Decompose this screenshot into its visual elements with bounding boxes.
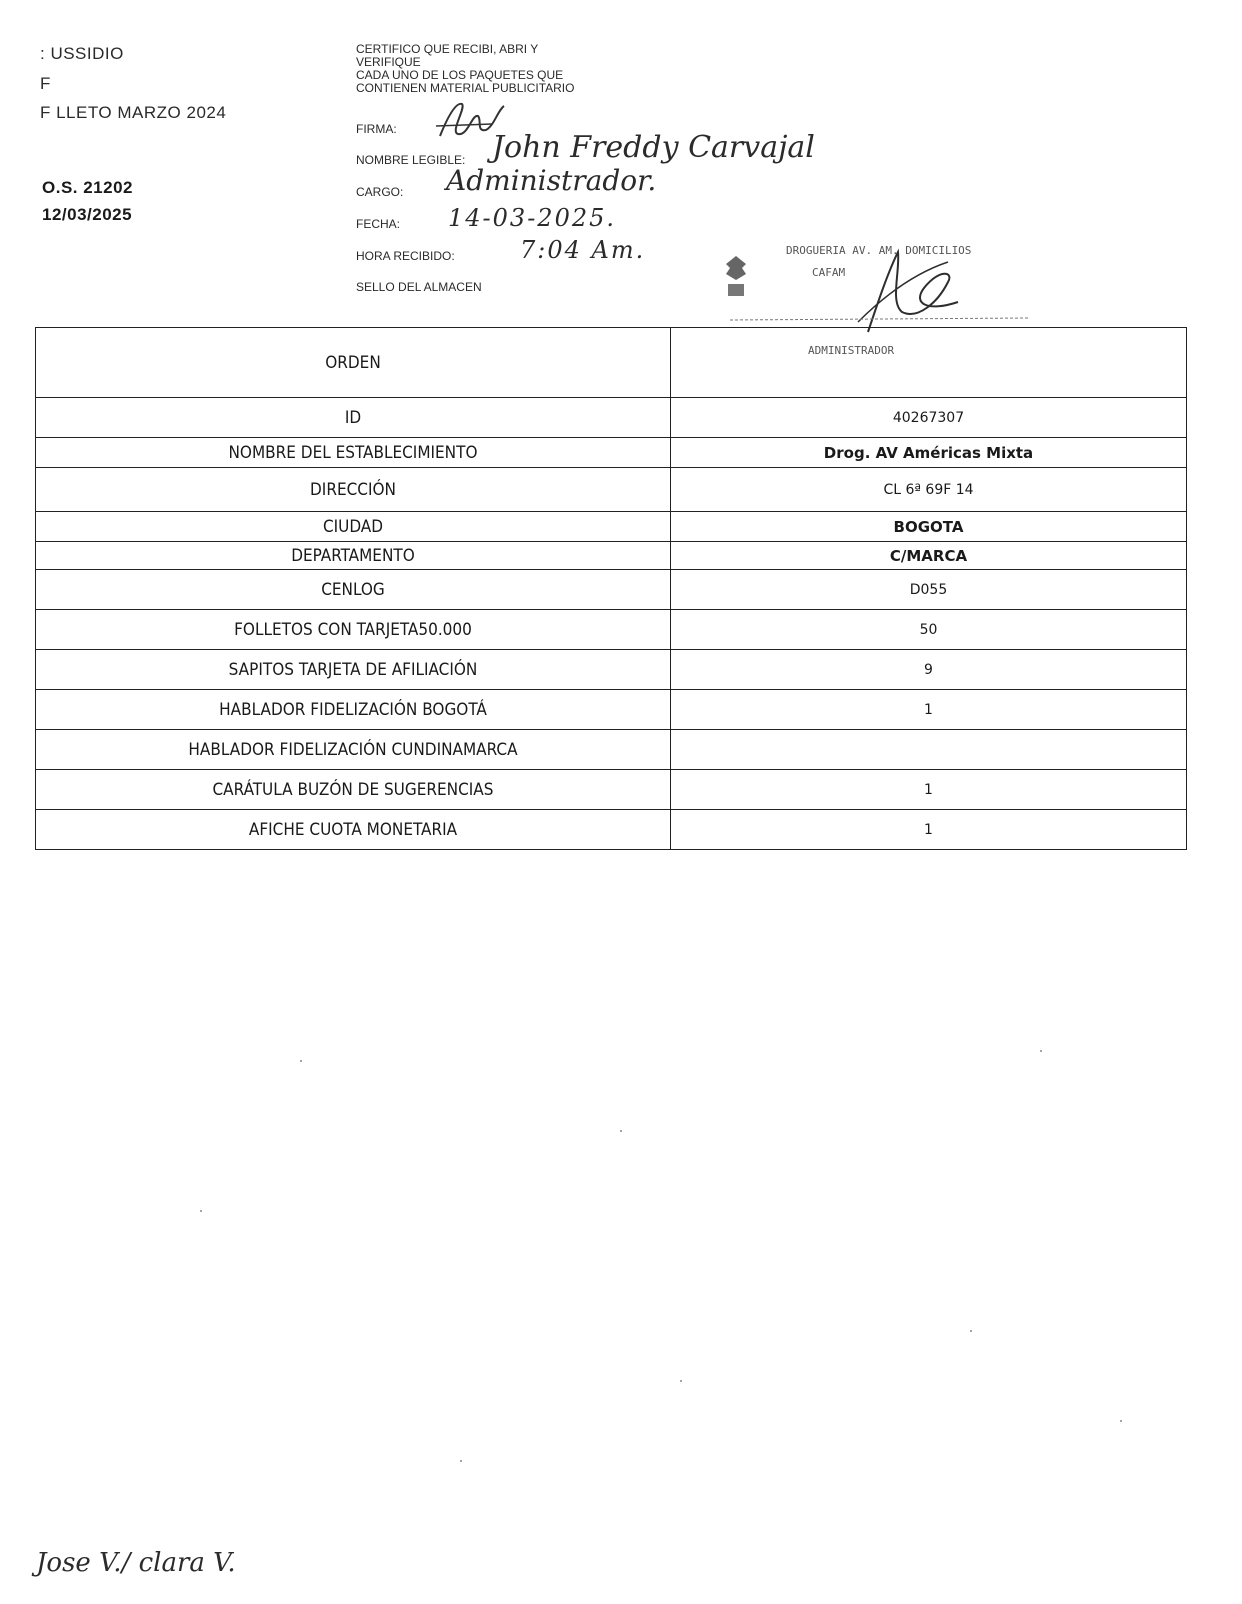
row-label: DIRECCIÓN bbox=[36, 468, 671, 512]
scan-speck bbox=[300, 1060, 302, 1062]
table-row bbox=[36, 730, 1187, 770]
row-value: C/MARCA bbox=[671, 542, 1187, 570]
stamp-line-3: ADMINISTRADOR bbox=[808, 344, 895, 357]
row-label: AFICHE CUOTA MONETARIA bbox=[36, 810, 671, 850]
hora-value: 7:04 Am. bbox=[520, 236, 646, 264]
header-line-2: F bbox=[40, 74, 51, 93]
sello-label: SELLO DEL ALMACEN bbox=[356, 280, 482, 294]
stamp-underline bbox=[708, 316, 1038, 322]
row-value: 1 bbox=[671, 770, 1187, 810]
table-row bbox=[36, 438, 1187, 468]
table-row bbox=[36, 398, 1187, 438]
table-row bbox=[36, 770, 1187, 810]
row-label: CENLOG bbox=[36, 570, 671, 610]
stamp-signature bbox=[828, 232, 968, 342]
row-label: SAPITOS TARJETA DE AFILIACIÓN bbox=[36, 650, 671, 690]
order-date: 12/03/2025 bbox=[42, 205, 133, 224]
cert-line-3: CADA UNO DE LOS PAQUETES QUE bbox=[356, 68, 564, 82]
stamp-line-1: DROGUERIA AV. AM. DOMICILIOS bbox=[786, 244, 972, 257]
hora-label: HORA RECIBIDO: bbox=[356, 249, 455, 263]
scan-speck bbox=[970, 1330, 972, 1332]
row-value: Drog. AV Américas Mixta bbox=[671, 438, 1187, 468]
table-header-row bbox=[36, 328, 1187, 398]
row-label: CARÁTULA BUZÓN DE SUGERENCIAS bbox=[36, 770, 671, 810]
cert-line-2: VERIFIQUE bbox=[356, 55, 421, 69]
row-value: D055 bbox=[671, 570, 1187, 610]
table-row bbox=[36, 690, 1187, 730]
scan-speck bbox=[200, 1210, 202, 1212]
row-label: ID bbox=[36, 398, 671, 438]
row-value: 40267307 bbox=[671, 398, 1187, 438]
table-header-value bbox=[671, 328, 1187, 398]
fecha-value: 14-03-2025. bbox=[448, 204, 617, 232]
row-value: 1 bbox=[671, 810, 1187, 850]
table-row bbox=[36, 468, 1187, 512]
cert-line-1: CERTIFICO QUE RECIBI, ABRI Y bbox=[356, 42, 539, 56]
table-row bbox=[36, 542, 1187, 570]
firma-label: FIRMA: bbox=[356, 122, 397, 136]
row-value: 9 bbox=[671, 650, 1187, 690]
row-value: 50 bbox=[671, 610, 1187, 650]
row-label: HABLADOR FIDELIZACIÓN BOGOTÁ bbox=[36, 690, 671, 730]
nombre-value: John Freddy Carvajal bbox=[492, 130, 815, 165]
footer-signature: Jose V./ clara V. bbox=[36, 1548, 236, 1578]
cargo-value: Administrador. bbox=[446, 164, 657, 197]
order-table bbox=[35, 327, 1187, 850]
nombre-label: NOMBRE LEGIBLE: bbox=[356, 153, 466, 167]
cargo-label: CARGO: bbox=[356, 185, 404, 199]
cert-line-4: CONTIENEN MATERIAL PUBLICITARIO bbox=[356, 81, 575, 95]
header-line-1: : USSIDIO bbox=[40, 44, 124, 63]
stamp-logo-icon bbox=[722, 254, 750, 300]
header-title: F LLETO MARZO 2024 bbox=[40, 103, 227, 122]
row-label: DEPARTAMENTO bbox=[36, 542, 671, 570]
row-label: NOMBRE DEL ESTABLECIMIENTO bbox=[36, 438, 671, 468]
scan-speck bbox=[1120, 1420, 1122, 1422]
scan-speck bbox=[620, 1130, 622, 1132]
scan-speck bbox=[1040, 1050, 1042, 1052]
table-row bbox=[36, 650, 1187, 690]
row-label: HABLADOR FIDELIZACIÓN CUNDINAMARCA bbox=[36, 730, 671, 770]
table-row bbox=[36, 570, 1187, 610]
scan-speck bbox=[680, 1380, 682, 1382]
table-row bbox=[36, 810, 1187, 850]
row-value: CL 6ª 69F 14 bbox=[671, 468, 1187, 512]
table-header-label: ORDEN bbox=[36, 328, 671, 398]
scan-speck bbox=[460, 1460, 462, 1462]
row-value bbox=[671, 730, 1187, 770]
table-row bbox=[36, 512, 1187, 542]
table-row bbox=[36, 610, 1187, 650]
stamp-line-2: CAFAM bbox=[812, 266, 846, 279]
row-label: CIUDAD bbox=[36, 512, 671, 542]
fecha-label: FECHA: bbox=[356, 217, 401, 231]
row-label: FOLLETOS CON TARJETA50.000 bbox=[36, 610, 671, 650]
order-number: O.S. 21202 bbox=[42, 178, 134, 197]
row-value: 1 bbox=[671, 690, 1187, 730]
row-value: BOGOTA bbox=[671, 512, 1187, 542]
